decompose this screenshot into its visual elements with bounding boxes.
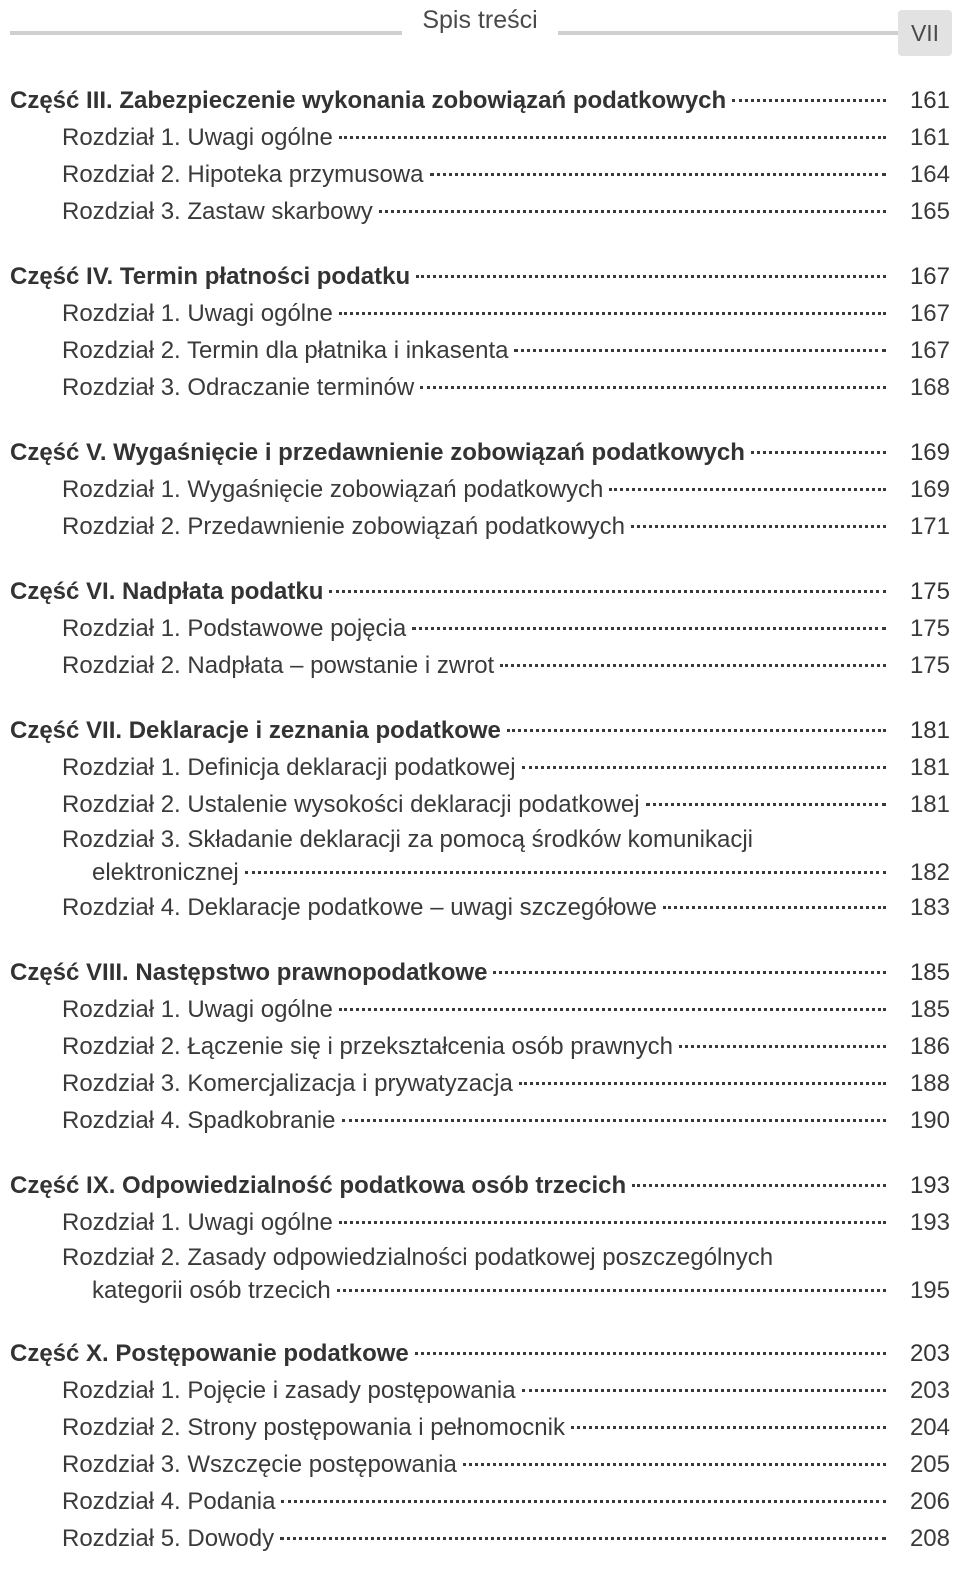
page-number: 167 (909, 263, 950, 290)
toc-chapter-entry (10, 1274, 950, 1307)
toc-part-block (10, 1335, 950, 1557)
part-title: Część III. Zabezpieczenie wykonania zobowiązań podatkowych (10, 87, 727, 114)
page-number: 175 (909, 578, 950, 605)
page-number: 171 (909, 513, 950, 540)
part-title: Część IV. Termin płatności podatku (10, 263, 411, 290)
dot-leader (245, 871, 886, 874)
dot-leader (646, 803, 886, 806)
dot-leader (522, 1389, 886, 1392)
page-number: 185 (909, 996, 950, 1023)
page-number: 165 (909, 198, 950, 225)
page-number: 181 (909, 791, 950, 818)
toc-part-entry (10, 434, 950, 471)
dot-leader (514, 349, 886, 352)
toc-chapter-entry (10, 1065, 950, 1102)
chapter-title: Rozdział 1. Uwagi ogólne (62, 996, 333, 1023)
chapter-title: Rozdział 4. Podania (62, 1488, 276, 1515)
toc-chapter-entry (10, 193, 950, 230)
toc-chapter-entry (10, 119, 950, 156)
page-number: 167 (909, 300, 950, 327)
chapter-title: Rozdział 2. Strony postępowania i pełnomocnik (62, 1414, 565, 1441)
toc-chapter-entry (10, 786, 950, 823)
page-number: 175 (909, 615, 950, 642)
page-number-badge: VII (898, 10, 952, 56)
toc-chapter-entry (10, 369, 950, 406)
header-rule-left (10, 31, 402, 35)
chapter-title: Rozdział 4. Deklaracje podatkowe – uwagi szczegółowe (62, 894, 657, 921)
table-of-contents (10, 82, 950, 1585)
toc-chapter-entry (10, 1102, 950, 1139)
toc-chapter-entry (10, 1446, 950, 1483)
dot-leader (507, 729, 886, 732)
chapter-title: Rozdział 5. Dowody (62, 1525, 275, 1552)
toc-chapter-entry (10, 856, 950, 889)
toc-chapter-entry (10, 295, 950, 332)
toc-part-block (10, 573, 950, 684)
dot-leader (379, 210, 886, 213)
dot-leader (415, 1352, 886, 1355)
part-title: Część X. Postępowanie podatkowe (10, 1340, 409, 1367)
page-number: 203 (909, 1340, 950, 1367)
toc-chapter-entry (10, 1520, 950, 1557)
page-number: 205 (909, 1451, 950, 1478)
dot-leader (337, 1289, 886, 1292)
header-rule-right (558, 31, 898, 35)
chapter-title-continued: kategorii osób trzecich (92, 1277, 331, 1304)
toc-part-entry (10, 954, 950, 991)
toc-chapter-entry (10, 471, 950, 508)
page-number: 181 (909, 754, 950, 781)
chapter-title: Rozdział 2. Przedawnienie zobowiązań podatkowych (62, 513, 625, 540)
toc-chapter-entry (10, 332, 950, 369)
page-number: 188 (909, 1070, 950, 1097)
chapter-title: Rozdział 3. Odraczanie terminów (62, 374, 415, 401)
toc-chapter-entry (10, 610, 950, 647)
page-number: 185 (909, 959, 950, 986)
toc-part-entry (10, 258, 950, 295)
page-number: 161 (909, 87, 950, 114)
page-number: 169 (909, 476, 950, 503)
part-title: Część VIII. Następstwo prawnopodatkowe (10, 959, 488, 986)
dot-leader (280, 1537, 886, 1540)
toc-part-block (10, 1167, 950, 1307)
toc-part-block (10, 954, 950, 1139)
dot-leader (430, 173, 887, 176)
toc-part-block (10, 434, 950, 545)
toc-chapter-entry (10, 1483, 950, 1520)
chapter-title: Rozdział 2. Zasady odpowiedzialności podatkowej poszczególnych (62, 1244, 774, 1271)
dot-leader (500, 664, 886, 667)
dot-leader (631, 525, 886, 528)
toc-chapter-entry (10, 749, 950, 786)
page-number: 195 (909, 1277, 950, 1304)
dot-leader (281, 1500, 886, 1503)
page-number: 190 (909, 1107, 950, 1134)
toc-chapter-entry (10, 1028, 950, 1065)
page-number: 167 (909, 337, 950, 364)
dot-leader (339, 136, 886, 139)
dot-leader (463, 1463, 886, 1466)
dot-leader (342, 1119, 886, 1122)
toc-part-entry (10, 573, 950, 610)
page-number: 164 (909, 161, 950, 188)
dot-leader (339, 312, 886, 315)
page-number: 204 (909, 1414, 950, 1441)
dot-leader (420, 386, 886, 389)
toc-chapter-entry (10, 991, 950, 1028)
toc-chapter-entry (10, 889, 950, 926)
part-title: Część VII. Deklaracje i zeznania podatkowe (10, 717, 501, 744)
toc-part-block (10, 82, 950, 230)
chapter-title: Rozdział 3. Składanie deklaracji za pomocą środków komunikacji (62, 826, 753, 853)
page-number: 203 (909, 1377, 950, 1404)
dot-leader (493, 971, 886, 974)
part-title: Część VI. Nadpłata podatku (10, 578, 324, 605)
dot-leader (751, 451, 886, 454)
toc-chapter-entry (10, 1204, 950, 1241)
page-number: 175 (909, 652, 950, 679)
page-number: 193 (909, 1209, 950, 1236)
dot-leader (663, 906, 886, 909)
toc-part-block (10, 258, 950, 406)
dot-leader (519, 1082, 886, 1085)
toc-part-entry (10, 82, 950, 119)
page-number: 181 (909, 717, 950, 744)
chapter-title: Rozdział 1. Definicja deklaracji podatkowej (62, 754, 516, 781)
dot-leader (632, 1184, 886, 1187)
running-title: Spis treści (422, 6, 538, 34)
chapter-title-continued: elektronicznej (92, 859, 239, 886)
page-number: 208 (909, 1525, 950, 1552)
dot-leader (329, 590, 886, 593)
dot-leader (339, 1221, 886, 1224)
page-number: 161 (909, 124, 950, 151)
toc-chapter-entry (10, 156, 950, 193)
dot-leader (412, 627, 886, 630)
page-number: 206 (909, 1488, 950, 1515)
toc-chapter-entry (10, 1372, 950, 1409)
page-number: 193 (909, 1172, 950, 1199)
page-number: 186 (909, 1033, 950, 1060)
part-title: Część IX. Odpowiedzialność podatkowa osób trzecich (10, 1172, 627, 1199)
toc-chapter-entry (10, 647, 950, 684)
page-number: 169 (909, 439, 950, 466)
dot-leader (571, 1426, 886, 1429)
toc-chapter-entry (10, 508, 950, 545)
chapter-title: Rozdział 3. Wszczęcie postępowania (62, 1451, 457, 1478)
toc-part-block (10, 712, 950, 926)
part-title: Część V. Wygaśnięcie i przedawnienie zobowiązań podatkowych (10, 439, 745, 466)
chapter-title: Rozdział 2. Hipoteka przymusowa (62, 161, 424, 188)
page-number: 183 (909, 894, 950, 921)
chapter-title: Rozdział 2. Ustalenie wysokości deklaracji podatkowej (62, 791, 640, 818)
chapter-title: Rozdział 2. Termin dla płatnika i inkasenta (62, 337, 509, 364)
chapter-title: Rozdział 1. Uwagi ogólne (62, 300, 333, 327)
toc-part-entry (10, 712, 950, 749)
chapter-title: Rozdział 3. Zastaw skarbowy (62, 198, 373, 225)
chapter-title: Rozdział 2. Nadpłata – powstanie i zwrot (62, 652, 495, 679)
chapter-title: Rozdział 1. Pojęcie i zasady postępowania (62, 1377, 516, 1404)
toc-part-entry (10, 1167, 950, 1204)
dot-leader (416, 275, 886, 278)
chapter-title: Rozdział 1. Podstawowe pojęcia (62, 615, 407, 642)
page-number: 168 (909, 374, 950, 401)
dot-leader (522, 766, 886, 769)
toc-chapter-entry (10, 1409, 950, 1446)
toc-part-entry (10, 1335, 950, 1372)
dot-leader (609, 488, 886, 491)
page-header (0, 0, 960, 70)
dot-leader (732, 99, 886, 102)
chapter-title: Rozdział 1. Wygaśnięcie zobowiązań podatkowych (62, 476, 604, 503)
dot-leader (679, 1045, 886, 1048)
chapter-title: Rozdział 4. Spadkobranie (62, 1107, 336, 1134)
chapter-title: Rozdział 3. Komercjalizacja i prywatyzacja (62, 1070, 513, 1097)
chapter-title: Rozdział 1. Uwagi ogólne (62, 124, 333, 151)
page-number: 182 (909, 859, 950, 886)
chapter-title: Rozdział 2. Łączenie się i przekształcenia osób prawnych (62, 1033, 673, 1060)
chapter-title: Rozdział 1. Uwagi ogólne (62, 1209, 333, 1236)
dot-leader (339, 1008, 886, 1011)
